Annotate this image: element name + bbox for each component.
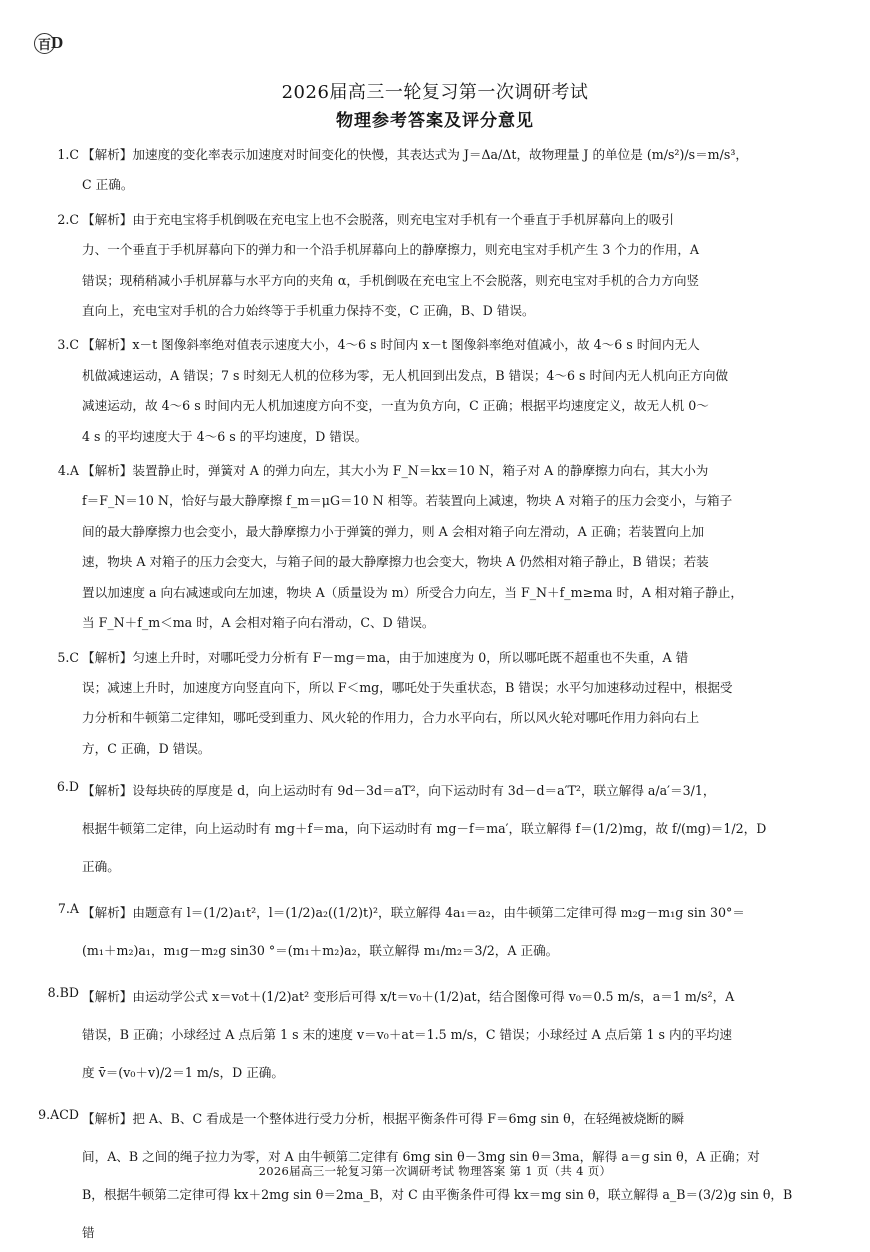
answer-number: 7.A bbox=[57, 901, 79, 917]
answer-line: 间，A、B 之间的绳子拉力为零，对 A 由牛顿第二定律有 6mg sin θ－3mg sin θ＝3ma，解得 a＝g sin θ，A 正确；对 bbox=[82, 1149, 760, 1165]
answer-line: 【解析】装置静止时，弹簧对 A 的弹力向左，其大小为 F_N＝kx＝10 N，箱子对 A 的静摩擦力向右，其大小为 bbox=[82, 463, 709, 479]
answer-5 bbox=[57, 643, 800, 765]
answer-number: 9.ACD bbox=[38, 1107, 79, 1123]
answer-number: 6.D bbox=[56, 779, 79, 795]
answer-line: C 正确。 bbox=[82, 177, 134, 193]
answer-number: 3.C bbox=[57, 337, 79, 353]
logo-glyph-2: D bbox=[51, 33, 64, 52]
answer-line: 【解析】把 A、B、C 看成是一个整体进行受力分析，根据平衡条件可得 F＝6mg sin θ，在轻绳被烧断的瞬 bbox=[82, 1111, 685, 1127]
answer-3 bbox=[57, 330, 800, 452]
answer-line: 【解析】x－t 图像斜率绝对值表示速度大小，4～6 s 时间内 x－t 图像斜率绝对值减小，故 4～6 s 时间内无人 bbox=[82, 337, 700, 353]
answer-line: 4 s 的平均速度大于 4～6 s 的平均速度，D 错误。 bbox=[82, 428, 368, 444]
answer-line: 正确。 bbox=[82, 859, 120, 875]
page-footer: 2026届高三一轮复习第一次调研考试 物理答案 第 1 页（共 4 页） bbox=[258, 1164, 612, 1178]
answer-line: 错误；现稍稍减小手机屏幕与水平方向的夹角 α，手机倒吸在充电宝上不会脱落，则充电宝对手机的合力方向竖 bbox=[82, 272, 700, 288]
answer-number: 8.BD bbox=[47, 985, 79, 1001]
answer-line: B，根据牛顿第二定律可得 kx＋2mg sin θ＝2ma_B，对 C 由平衡条件可得 kx＝mg sin θ，联立解得 a_B＝(3/2)g sin θ，B 错 bbox=[82, 1187, 793, 1241]
answer-number: 2.C bbox=[57, 211, 79, 227]
answer-line: 直向上，充电宝对手机的合力始终等于手机重力保持不变，C 正确，B、D 错误。 bbox=[82, 303, 535, 319]
logo-glyph-1: 百 bbox=[38, 37, 52, 52]
answer-line: 【解析】由题意有 l＝(1/2)a₁t²，l＝(1/2)a₂((1/2)t)²，联立解得 4a₁＝a₂，由牛顿第二定律可得 m₂g－m₁g sin 30°＝ bbox=[82, 905, 745, 921]
answer-list bbox=[38, 140, 800, 1252]
answer-line: 减速运动，故 4～6 s 时间内无人机加速度方向不变，一直为负方向，C 正确；根据平均速度定义，故无人机 0～ bbox=[82, 398, 709, 414]
answer-line: 【解析】匀速上升时，对哪吒受力分析有 F－mg＝ma，由于加速度为 0，所以哪吒既不超重也不失重，A 错 bbox=[82, 649, 689, 665]
answer-line: f＝F_N＝10 N，恰好与最大静摩擦 f_m＝μG＝10 N 相等。若装置向上减速，物块 A 对箱子的压力会变小，与箱子 bbox=[82, 493, 733, 509]
exam-title: 2026届高三一轮复习第一次调研考试 bbox=[281, 82, 589, 103]
answer-number: 1.C bbox=[57, 147, 79, 162]
answer-1 bbox=[57, 140, 800, 201]
answer-line: (m₁＋m₂)a₁，m₁g－m₂g sin30 °＝(m₁＋m₂)a₂，联立解得 m₁/m₂＝3/2，A 正确。 bbox=[82, 943, 559, 959]
answer-line: 间的最大静摩擦力也会变小，最大静摩擦力小于弹簧的弹力，则 A 会相对箱子向左滑动，A 正确；若装置向上加 bbox=[82, 523, 705, 539]
answer-line: 度 v̄＝(v₀＋v)/2＝1 m/s，D 正确。 bbox=[82, 1065, 284, 1081]
publisher-logo bbox=[34, 32, 68, 54]
answer-line: 根据牛顿第二定律，向上运动时有 mg＋f＝ma，向下运动时有 mg－f＝ma′，联立解得 f＝(1/2)mg，故 f/(mg)＝1/2，D bbox=[82, 821, 767, 837]
answer-line: 力、一个垂直于手机屏幕向下的弹力和一个沿手机屏幕向上的静摩擦力，则充电宝对手机产生 3 个力的作用，A bbox=[82, 242, 700, 258]
answer-line: 【解析】加速度的变化率表示加速度对时间变化的快慢，其表达式为 J＝Δa/Δt，故物理量 J 的单位是 (m/s²)/s＝m/s³， bbox=[82, 147, 748, 162]
answer-line: 当 F_N＋f_m＜ma 时，A 会相对箱子向右滑动，C、D 错误。 bbox=[82, 615, 435, 631]
answer-line: 【解析】由于充电宝将手机倒吸在充电宝上也不会脱落，则充电宝对手机有一个垂直于手机屏幕向上的吸引 bbox=[82, 211, 674, 227]
answer-line: 速，物块 A 对箱子的压力会变大，与箱子间的最大静摩擦力也会变大，物块 A 仍然相对箱子静止，B 错误；若装 bbox=[82, 554, 709, 570]
answer-line: 【解析】由运动学公式 x＝v₀t＋(1/2)at² 变形后可得 x/t＝v₀＋(1/2)at，结合图像可得 v₀＝0.5 m/s，a＝1 m/s²，A bbox=[82, 989, 735, 1005]
answer-line: 机做减速运动，A 错误；7 s 时刻无人机的位移为零，无人机回到出发点，B 错误；4～6 s 时间内无人机向正方向做 bbox=[82, 367, 729, 383]
answer-line: 【解析】设每块砖的厚度是 d，向上运动时有 9d－3d＝aT²，向下运动时有 3d－d＝a′T²，联立解得 a/a′＝3/1， bbox=[82, 783, 716, 799]
answer-line: 方，C 正确，D 错误。 bbox=[82, 740, 211, 756]
answer-line: 错误，B 正确；小球经过 A 点后第 1 s 末的速度 v＝v₀＋at＝1.5 m/s，C 错误；小球经过 A 点后第 1 s 内的平均速 bbox=[82, 1027, 732, 1043]
answer-number: 4.A bbox=[57, 463, 79, 479]
answer-number: 5.C bbox=[57, 649, 79, 665]
answer-line: 误；减速上升时，加速度方向竖直向下，所以 F＜mg，哪吒处于失重状态，B 错误；水平匀加速移动过程中，根据受 bbox=[82, 679, 733, 695]
answer-6 bbox=[56, 772, 800, 886]
answer-8 bbox=[47, 978, 800, 1092]
answer-4 bbox=[57, 456, 800, 638]
answer-7 bbox=[57, 894, 800, 970]
document-title: 物理参考答案及评分意见 bbox=[336, 111, 534, 131]
answer-line: 力分析和牛顿第二定律知，哪吒受到重力、风火轮的作用力，合力水平向右，所以风火轮对哪吒作用力斜向右上 bbox=[82, 710, 700, 726]
answer-line: 置以加速度 a 向右减速或向左加速，物块 A（质量设为 m）所受合力向左，当 F_N＋f_m≥ma 时，A 相对箱子静止， bbox=[82, 584, 743, 600]
answer-2 bbox=[57, 205, 800, 327]
